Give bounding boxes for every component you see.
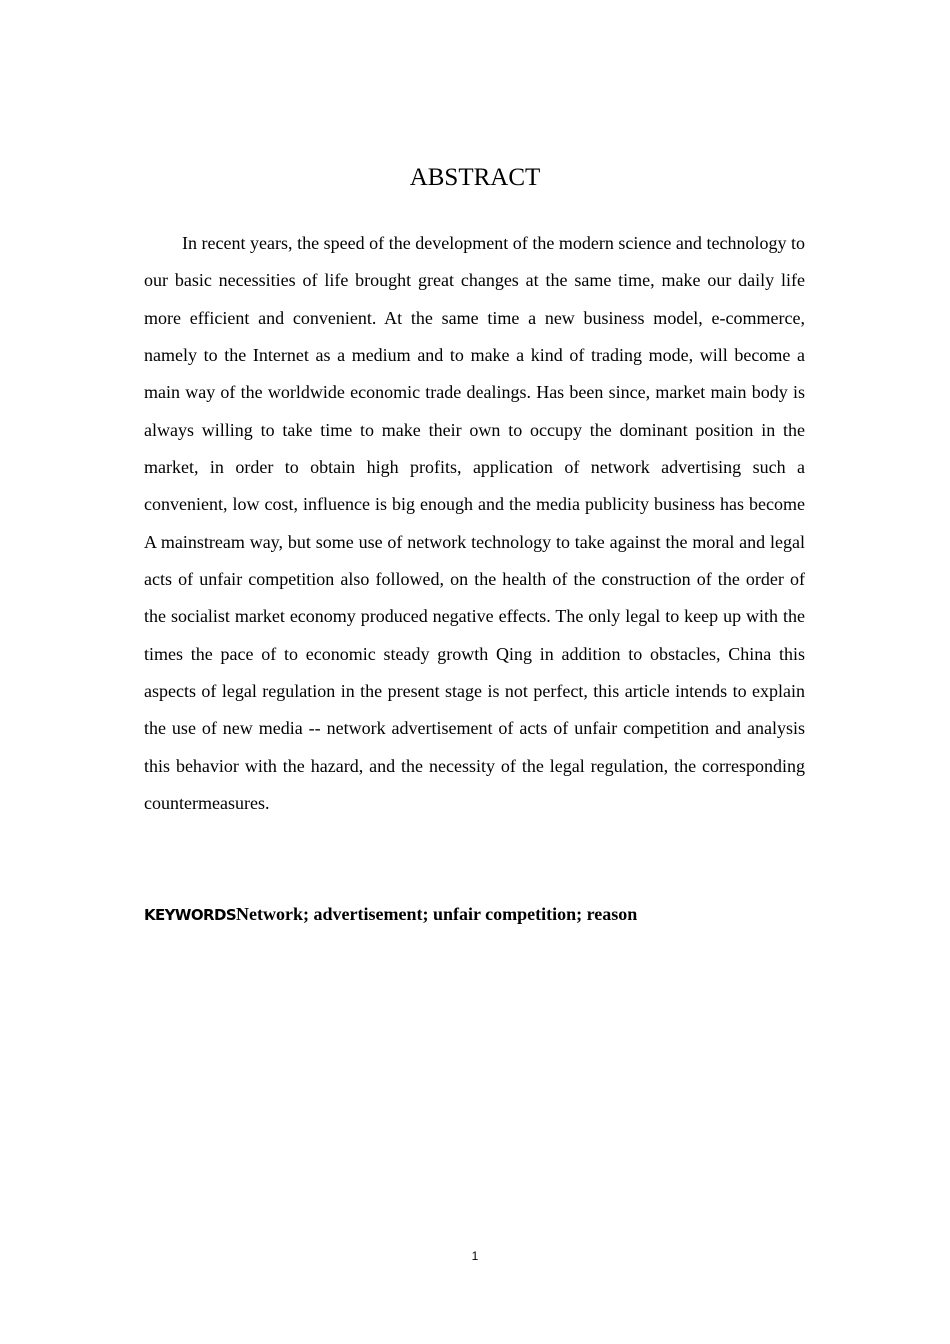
abstract-paragraph: In recent years, the speed of the development of the modern science and technology to our basic necessities of life brought great changes at the same time, make our daily life more efficient and convenient. At the same time a new business model, e-commerce, namely to the Internet as a medium and to make a kind of trading mode, will become a main way of the worldwide economic trade dealings. Has been since, market main body is always willing to take time to make their own to occupy the dominant position in the market, in order to obtain high profits, application of network advertising such a convenient, low cost, influence is big enough and the media publicity business has become A mainstream way, but some use of network technology to take against the moral and legal acts of unfair competition also followed, on the health of the construction of the order of the socialist market economy produced negative effects. The only legal to keep up with the times the pace of to economic steady growth Qing in addition to obstacles, China this aspects of legal regulation in the present stage is not perfect, this article intends to explain the use of new media -- network advertisement of acts of unfair competition and analysis this behavior with the hazard, and the necessity of the legal regulation, the corresponding countermeasures. — [144, 233, 805, 814]
page-number: 1 — [471, 1249, 479, 1263]
page-title: ABSTRACT — [409, 164, 541, 191]
keywords-line — [144, 900, 805, 929]
keywords-text: Network; advertisement; unfair competition; reason — [236, 904, 638, 924]
keywords-label: KEYWORDS — [144, 906, 237, 924]
